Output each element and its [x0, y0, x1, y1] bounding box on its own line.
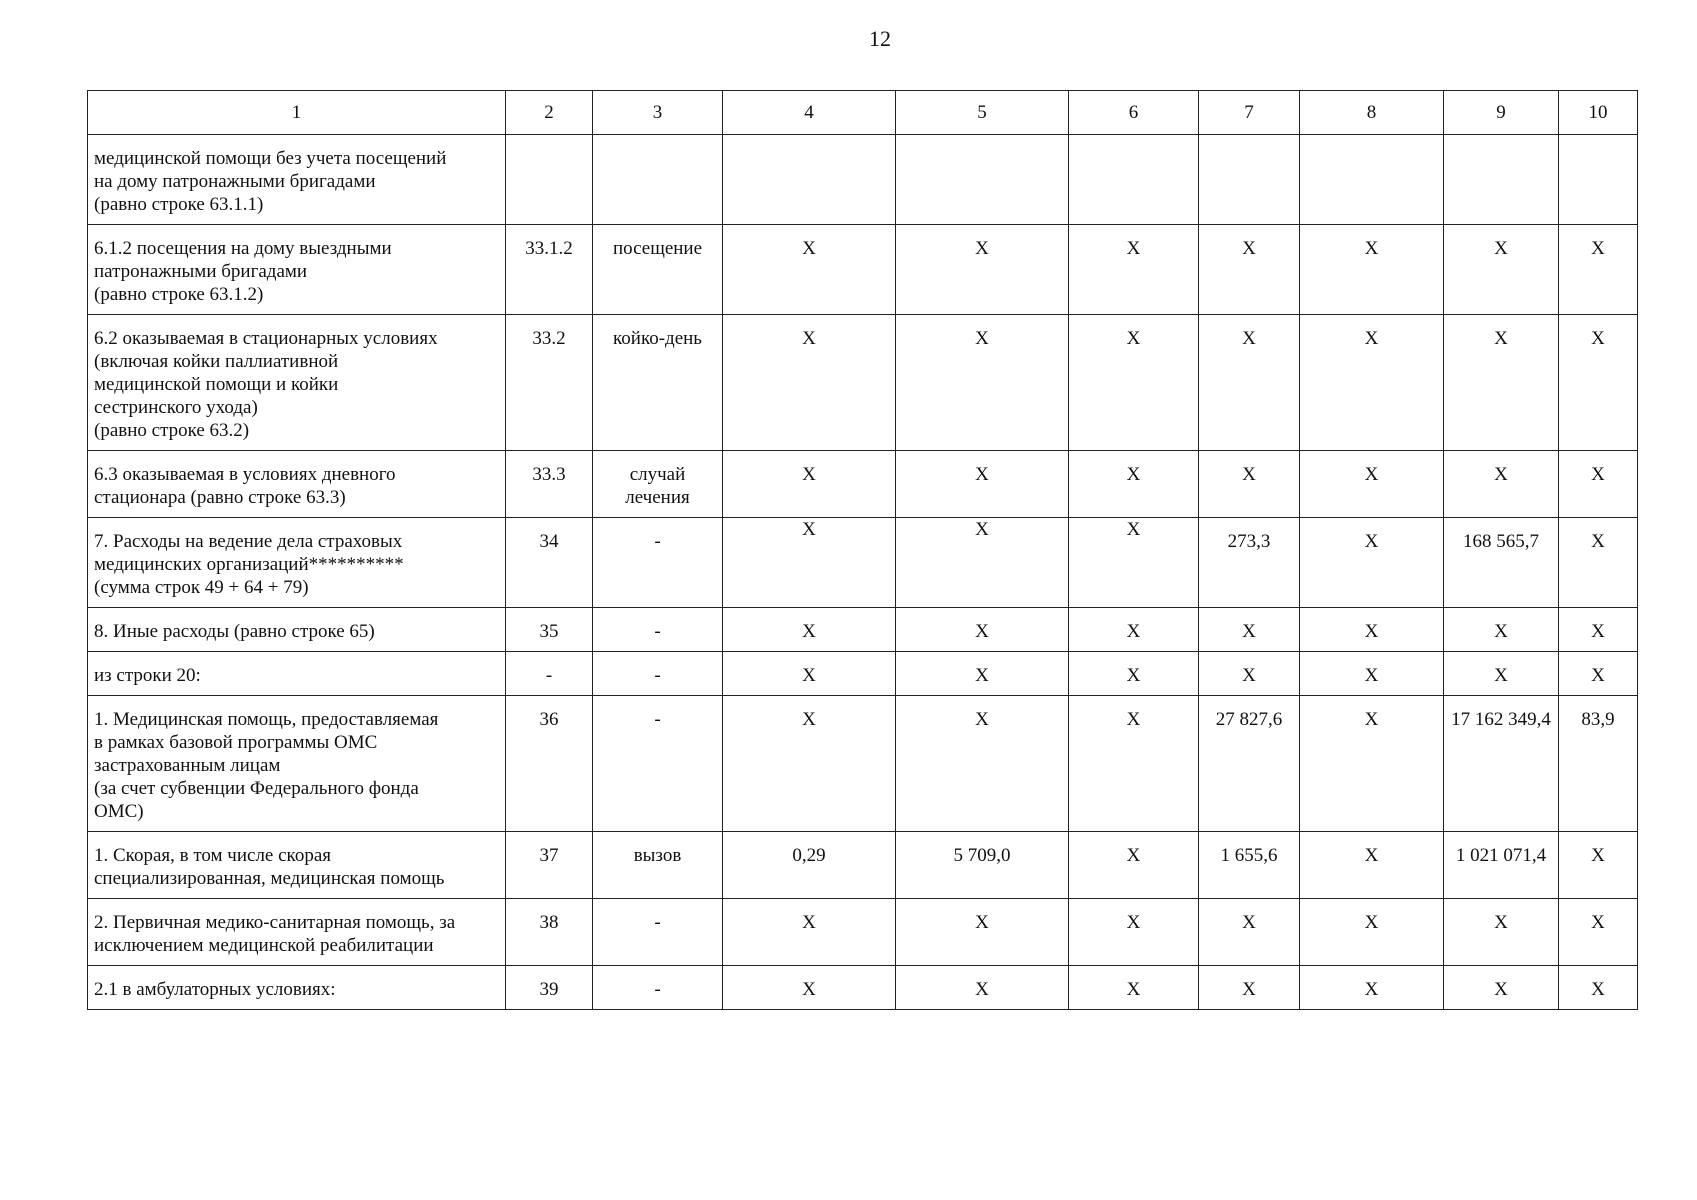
table-cell-col-2: - — [506, 652, 593, 696]
table-cell-col-6: Х — [1069, 225, 1199, 315]
table-cell-col-8: Х — [1300, 225, 1444, 315]
table-row — [88, 608, 1638, 652]
table-row — [88, 225, 1638, 315]
column-header-5: 5 — [896, 91, 1069, 135]
table-cell-col-5 — [896, 135, 1069, 225]
table-cell-col-6: Х — [1069, 652, 1199, 696]
column-header-10: 10 — [1559, 91, 1638, 135]
description-line: на дому патронажными бригадами — [94, 171, 376, 192]
column-header-3: 3 — [593, 91, 723, 135]
row-description — [88, 135, 506, 225]
row-description — [88, 315, 506, 451]
table-cell-col-3: - — [593, 518, 723, 608]
table-cell-col-7 — [1199, 135, 1300, 225]
column-header-9: 9 — [1444, 91, 1559, 135]
table-cell-col-4: 0,29 — [723, 832, 896, 899]
description-line: (сумма строк 49 + 64 + 79) — [94, 577, 309, 598]
description-line: (за счет субвенции Федерального фонда — [94, 778, 419, 799]
page-number: 12 — [869, 26, 891, 51]
description-line: стационара (равно строке 63.3) — [94, 487, 346, 508]
table-cell-col-9: Х — [1444, 899, 1559, 966]
table-cell-col-5: Х — [896, 315, 1069, 451]
table-row — [88, 135, 1638, 225]
table-cell-col-4: Х — [723, 225, 896, 315]
table-cell-col-5: Х — [896, 696, 1069, 832]
row-description — [88, 518, 506, 608]
table-cell-col-2: 37 — [506, 832, 593, 899]
table-cell-col-10: Х — [1559, 315, 1638, 451]
header-row — [88, 91, 1638, 135]
table-cell-col-4: Х — [723, 315, 896, 451]
table-cell-col-9: Х — [1444, 315, 1559, 451]
table-cell-col-7: Х — [1199, 315, 1300, 451]
table-cell-col-2 — [506, 135, 593, 225]
table-cell-col-7: Х — [1199, 451, 1300, 518]
table-cell-col-10: Х — [1559, 652, 1638, 696]
table-cell-col-5: 5 709,0 — [896, 832, 1069, 899]
table-row — [88, 652, 1638, 696]
table-cell-col-5: Х — [896, 608, 1069, 652]
table-cell-col-5: Х — [896, 225, 1069, 315]
description-line: 6.2 оказываемая в стационарных условиях — [94, 328, 438, 349]
row-description — [88, 225, 506, 315]
table-cell-col-7: 273,3 — [1199, 518, 1300, 608]
description-line: 7. Расходы на ведение дела страховых — [94, 531, 403, 552]
table-cell-col-2: 36 — [506, 696, 593, 832]
table-cell-col-10: Х — [1559, 966, 1638, 1010]
description-line: из строки 20: — [94, 665, 201, 686]
description-line: (включая койки паллиативной — [94, 351, 339, 372]
table-cell-col-7: Х — [1199, 225, 1300, 315]
table-cell-col-3: - — [593, 652, 723, 696]
column-header-7: 7 — [1199, 91, 1300, 135]
table-cell-col-6 — [1069, 135, 1199, 225]
table-cell-col-2: 33.3 — [506, 451, 593, 518]
table-cell-col-3: - — [593, 899, 723, 966]
table-cell-col-6: Х — [1069, 451, 1199, 518]
table-row — [88, 696, 1638, 832]
table-cell-col-3: - — [593, 966, 723, 1010]
column-header-2: 2 — [506, 91, 593, 135]
table-cell-col-9: 1 021 071,4 — [1444, 832, 1559, 899]
table-cell-col-3: - — [593, 696, 723, 832]
description-line: медицинской помощи и койки — [94, 374, 339, 395]
description-line: медицинской помощи без учета посещений — [94, 148, 447, 169]
row-description — [88, 966, 506, 1010]
table-cell-col-8: Х — [1300, 315, 1444, 451]
row-description — [88, 696, 506, 832]
table-cell-col-7: 1 655,6 — [1199, 832, 1300, 899]
table-cell-col-2: 35 — [506, 608, 593, 652]
table-cell-col-4: Х — [723, 608, 896, 652]
table-cell-col-6: Х — [1069, 315, 1199, 451]
description-line: 2.1 в амбулаторных условиях: — [94, 979, 336, 1000]
table-cell-col-9: Х — [1444, 608, 1559, 652]
table-cell-col-8: Х — [1300, 696, 1444, 832]
table-row — [88, 832, 1638, 899]
row-description — [88, 832, 506, 899]
table-cell-col-4: Х — [723, 652, 896, 696]
table-cell-col-9 — [1444, 135, 1559, 225]
table-cell-col-5: Х — [896, 451, 1069, 518]
table-cell-col-9: Х — [1444, 966, 1559, 1010]
table-body — [88, 135, 1638, 1010]
table-cell-col-2: 38 — [506, 899, 593, 966]
table-row — [88, 966, 1638, 1010]
description-line: 1. Скорая, в том числе скорая — [94, 845, 331, 866]
table-cell-col-7: Х — [1199, 608, 1300, 652]
table-cell-col-9: Х — [1444, 225, 1559, 315]
table-cell-col-8: Х — [1300, 608, 1444, 652]
table-cell-col-9: 168 565,7 — [1444, 518, 1559, 608]
row-description — [88, 608, 506, 652]
table-cell-col-10: Х — [1559, 518, 1638, 608]
table-row — [88, 899, 1638, 966]
table-cell-col-4 — [723, 135, 896, 225]
table-cell-col-3: койко-день — [593, 315, 723, 451]
description-line: (равно строке 63.1.2) — [94, 284, 264, 305]
table-cell-col-10: Х — [1559, 899, 1638, 966]
table-cell-col-9: Х — [1444, 451, 1559, 518]
description-line: специализированная, медицинская помощь — [94, 868, 445, 889]
table-cell-col-3: случай лечения — [593, 451, 723, 518]
description-line: (равно строке 63.1.1) — [94, 194, 264, 215]
description-line: 6.1.2 посещения на дому выездными — [94, 238, 392, 259]
table-cell-col-10: 83,9 — [1559, 696, 1638, 832]
table-cell-col-8 — [1300, 135, 1444, 225]
table-cell-col-4: Х — [723, 451, 896, 518]
table-cell-col-10: Х — [1559, 608, 1638, 652]
table-cell-col-6: Х — [1069, 832, 1199, 899]
table-row — [88, 451, 1638, 518]
description-line: ОМС) — [94, 801, 144, 822]
description-line: 6.3 оказываемая в условиях дневного — [94, 464, 396, 485]
table-cell-col-5: Х — [896, 966, 1069, 1010]
table-cell-col-2: 34 — [506, 518, 593, 608]
table-cell-col-10: Х — [1559, 832, 1638, 899]
column-header-4: 4 — [723, 91, 896, 135]
table-cell-col-8: Х — [1300, 899, 1444, 966]
table-cell-col-7: Х — [1199, 966, 1300, 1010]
table-cell-col-10: Х — [1559, 451, 1638, 518]
table-cell-col-3 — [593, 135, 723, 225]
description-line: медицинских организаций********** — [94, 554, 404, 575]
table-cell-col-4: Х — [723, 966, 896, 1010]
table-cell-col-5: Х — [896, 899, 1069, 966]
table-cell-col-9: 17 162 349,4 — [1444, 696, 1559, 832]
table-cell-col-2: 33.2 — [506, 315, 593, 451]
table-cell-col-2: 39 — [506, 966, 593, 1010]
table-cell-col-7: Х — [1199, 652, 1300, 696]
table-cell-col-6: Х — [1069, 608, 1199, 652]
table-cell-col-6: Х — [1069, 696, 1199, 832]
description-line: (равно строке 63.2) — [94, 420, 250, 441]
row-description — [88, 899, 506, 966]
table-cell-col-3: - — [593, 608, 723, 652]
table-cell-col-5: Х — [896, 652, 1069, 696]
table-cell-col-10: Х — [1559, 225, 1638, 315]
table-cell-col-5: Х — [896, 518, 1069, 608]
table-row — [88, 518, 1638, 608]
table-cell-col-3: посещение — [593, 225, 723, 315]
description-line: патронажными бригадами — [94, 261, 308, 282]
column-header-6: 6 — [1069, 91, 1199, 135]
table-cell-col-8: Х — [1300, 451, 1444, 518]
table-cell-col-10 — [1559, 135, 1638, 225]
table-cell-col-8: Х — [1300, 652, 1444, 696]
data-table — [87, 90, 1638, 1010]
column-header-1: 1 — [88, 91, 506, 135]
table-cell-col-2: 33.1.2 — [506, 225, 593, 315]
table-cell-col-9: Х — [1444, 652, 1559, 696]
table-cell-col-4: Х — [723, 696, 896, 832]
table-cell-col-6: Х — [1069, 966, 1199, 1010]
table-cell-col-8: Х — [1300, 832, 1444, 899]
table-cell-col-7: 27 827,6 — [1199, 696, 1300, 832]
row-description — [88, 652, 506, 696]
description-line: исключением медицинской реабилитации — [94, 935, 434, 956]
table-cell-col-6: Х — [1069, 899, 1199, 966]
description-line: сестринского ухода) — [94, 397, 258, 418]
table-cell-col-7: Х — [1199, 899, 1300, 966]
table-cell-col-4: Х — [723, 899, 896, 966]
description-line: застрахованным лицам — [94, 755, 281, 776]
description-line: 2. Первичная медико-санитарная помощь, за — [94, 912, 456, 933]
description-line: 8. Иные расходы (равно строке 65) — [94, 621, 375, 642]
table-cell-col-8: Х — [1300, 518, 1444, 608]
table-cell-col-4: Х — [723, 518, 896, 608]
row-description — [88, 451, 506, 518]
column-header-8: 8 — [1300, 91, 1444, 135]
description-line: в рамках базовой программы ОМС — [94, 732, 378, 753]
table-cell-col-3: вызов — [593, 832, 723, 899]
table-cell-col-8: Х — [1300, 966, 1444, 1010]
table-cell-col-6: Х — [1069, 518, 1199, 608]
description-line: 1. Медицинская помощь, предоставляемая — [94, 709, 439, 730]
table-row — [88, 315, 1638, 451]
